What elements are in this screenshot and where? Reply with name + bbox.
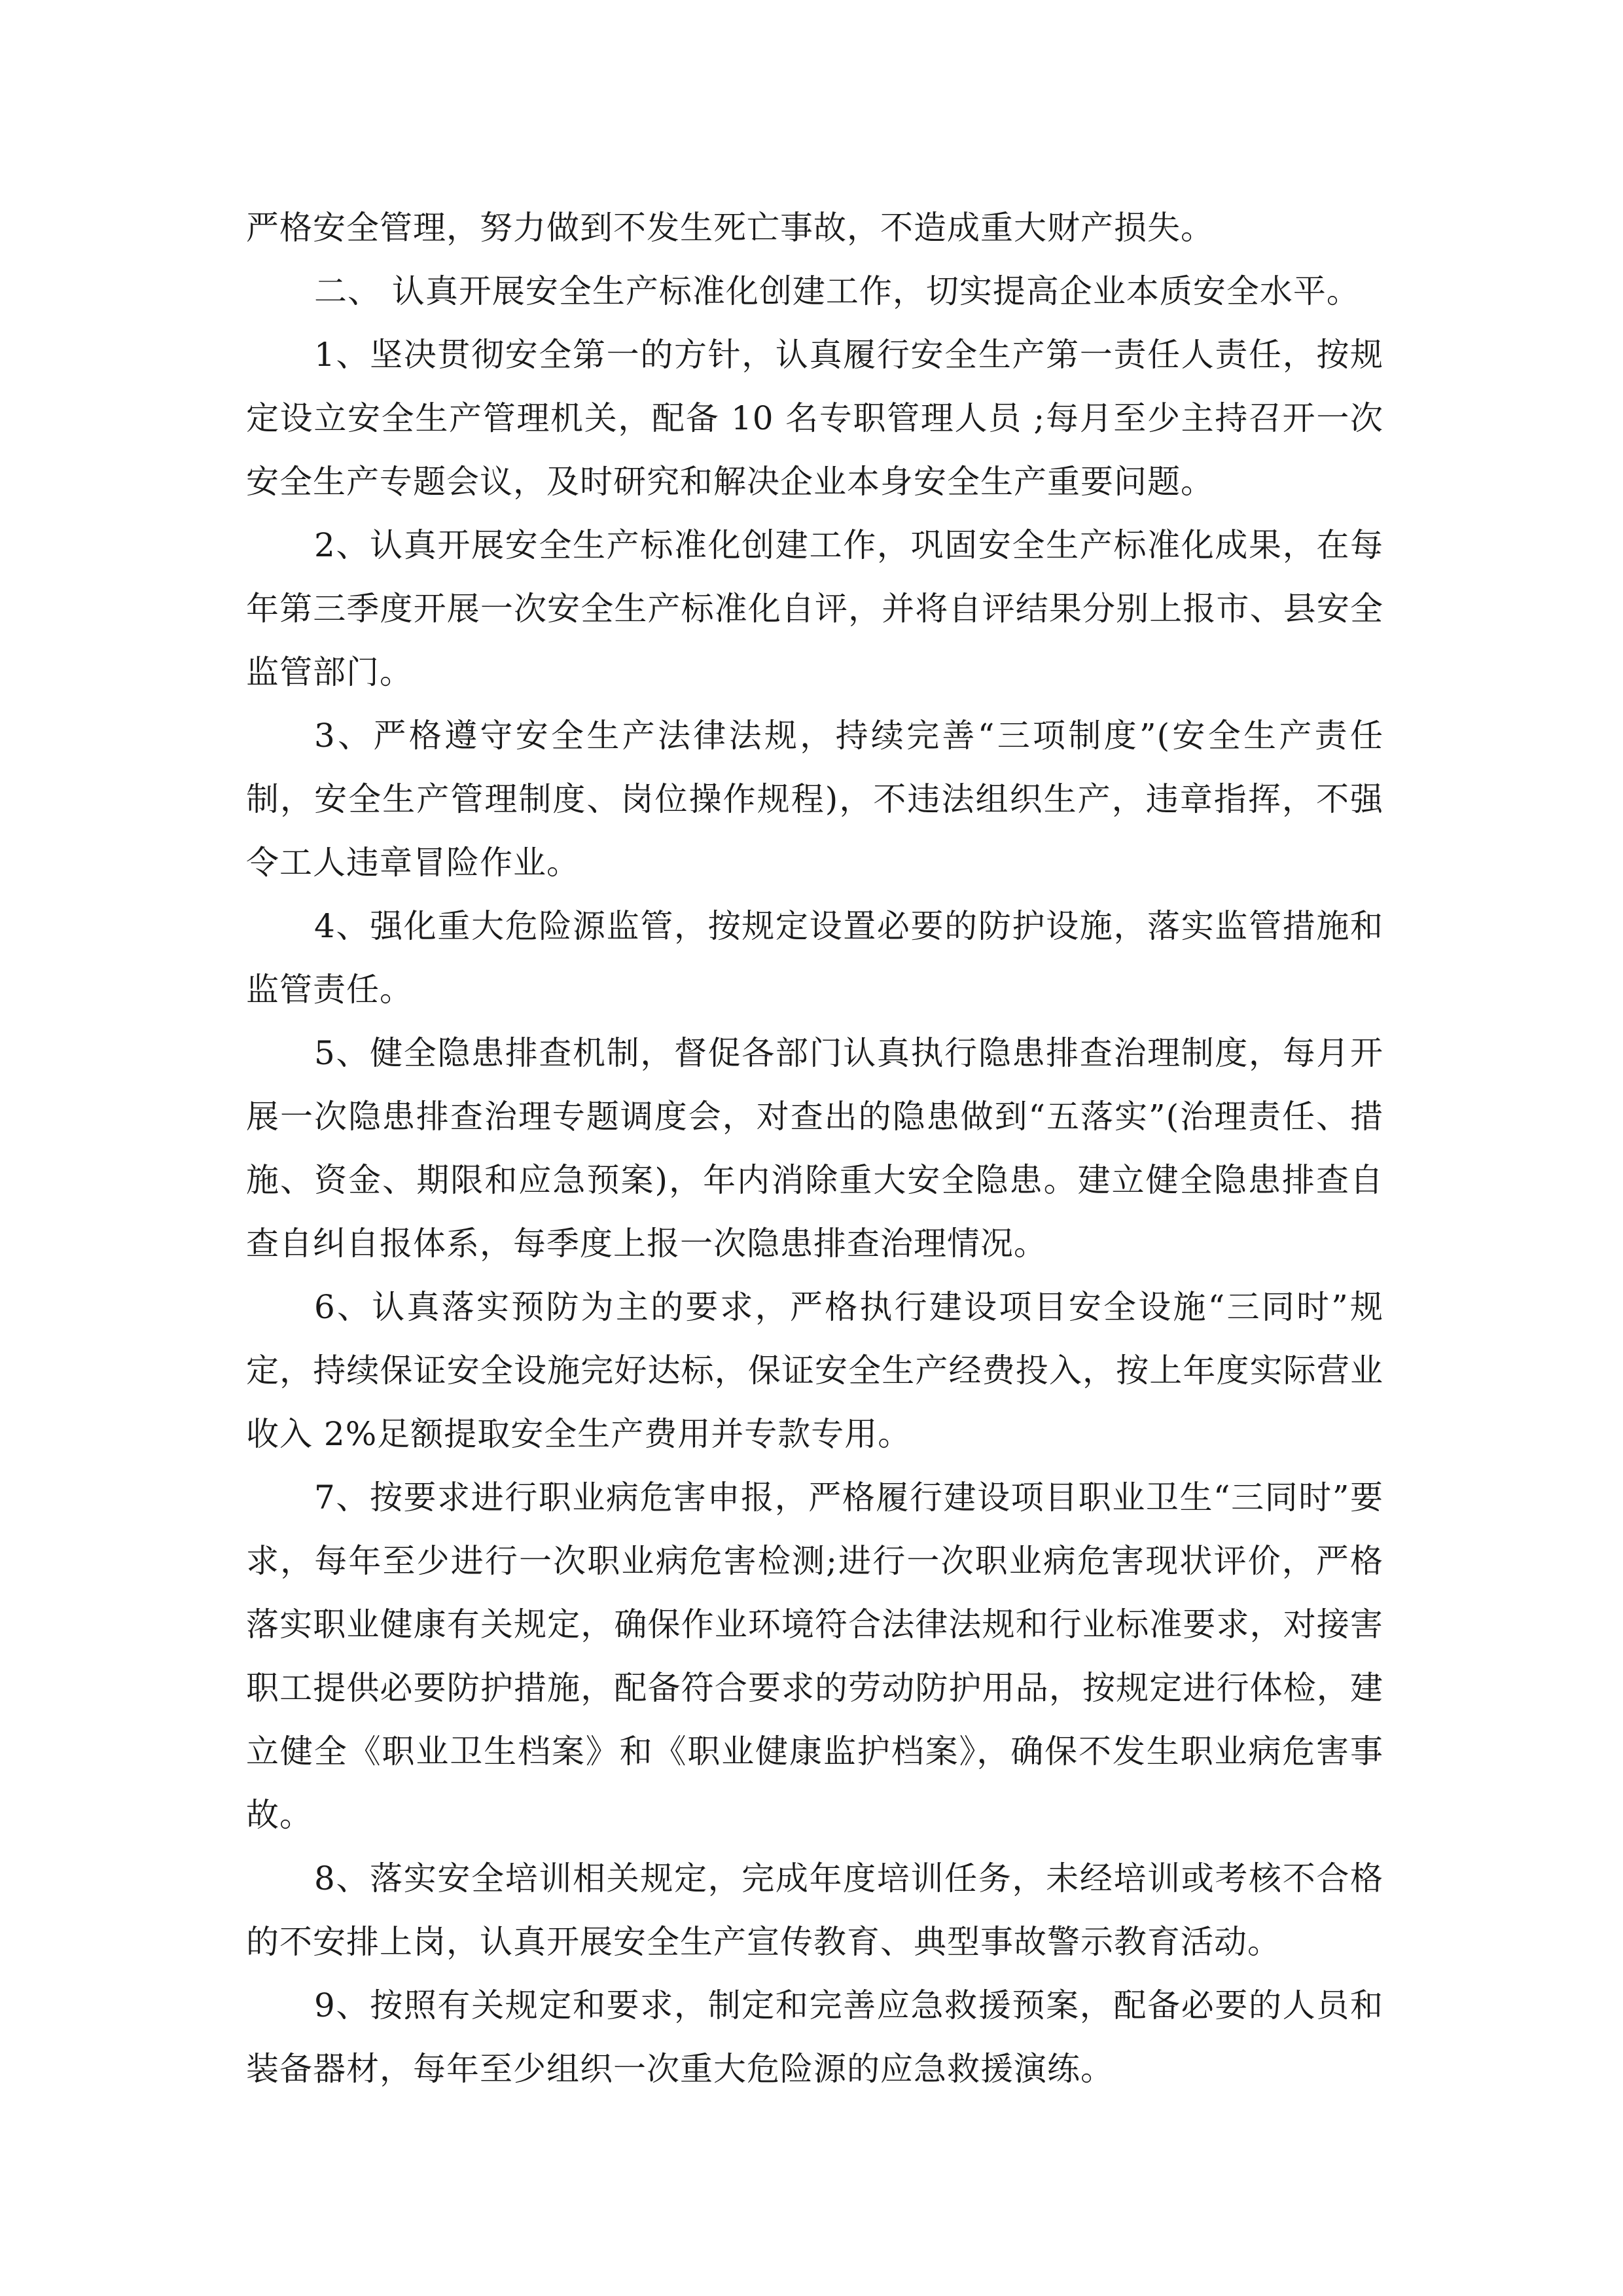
paragraph-item-4: 4、强化重大危险源监管，按规定设置必要的防护设施，落实监管措施和监管责任。 <box>246 907 1383 1009</box>
paragraph-item-8: 8、落实安全培训相关规定，完成年度培训任务，未经培训或考核不合格的不安排上岗，认真开展安全生产宣传教育、典型事故警示教育活动。 <box>246 1859 1383 1961</box>
paragraph-item-6: 6、认真落实预防为主的要求，严格执行建设项目安全设施“三同时”规定，持续保证安全设施完好达标，保证安全生产经费投入，按上年度实际营业收入 2%足额提取安全生产费用并专款专用。 <box>246 1288 1383 1453</box>
paragraph-item-9: 9、按照有关规定和要求，制定和完善应急救援预案，配备必要的人员和装备器材，每年至少组织一次重大危险源的应急救援演练。 <box>246 1986 1383 2088</box>
paragraph-item-2: 2、认真开展安全生产标准化创建工作，巩固安全生产标准化成果，在每年第三季度开展一次安全生产标准化自评，并将自评结果分别上报市、县安全监管部门。 <box>246 526 1383 691</box>
document-body <box>246 196 1383 2101</box>
paragraph-continuation: 严格安全管理，努力做到不发生死亡事故，不造成重大财产损失。 <box>246 209 1214 247</box>
paragraph-item-3: 3、严格遵守安全生产法律法规，持续完善“三项制度”(安全生产责任制，安全生产管理制度、岗位操作规程)，不违法组织生产，违章指挥，不强令工人违章冒险作业。 <box>246 717 1383 882</box>
paragraph-section-two-heading: 二、 认真开展安全生产标准化创建工作，切实提高企业本质安全水平。 <box>314 272 1360 310</box>
paragraph-item-7: 7、按要求进行职业病危害申报，严格履行建设项目职业卫生“三同时”要求，每年至少进行一次职业病危害检测;进行一次职业病危害现状评价，严格落实职业健康有关规定，确保作业环境符合法律法规和行业标准要求，对接害职工提供必要防护措施，配备符合要求的劳动防护用品，按规定进行体检，建立健全《职业卫生档案》和《职业健康监护档案》，确保不发生职业病危害事故。 <box>246 1479 1383 1834</box>
paragraph-item-5: 5、健全隐患排查机制，督促各部门认真执行隐患排查治理制度，每月开展一次隐患排查治理专题调度会，对查出的隐患做到“五落实”(治理责任、措施、资金、期限和应急预案)，年内消除重大安全隐患。建立健全隐患排查自查自纠自报体系，每季度上报一次隐患排查治理情况。 <box>246 1034 1383 1263</box>
paragraph-item-1: 1、坚决贯彻安全第一的方针，认真履行安全生产第一责任人责任，按规定设立安全生产管理机关，配备 10 名专职管理人员 ;每月至少主持召开一次安全生产专题会议，及时研究和解决企业本身安全生产重要问题。 <box>246 336 1383 501</box>
